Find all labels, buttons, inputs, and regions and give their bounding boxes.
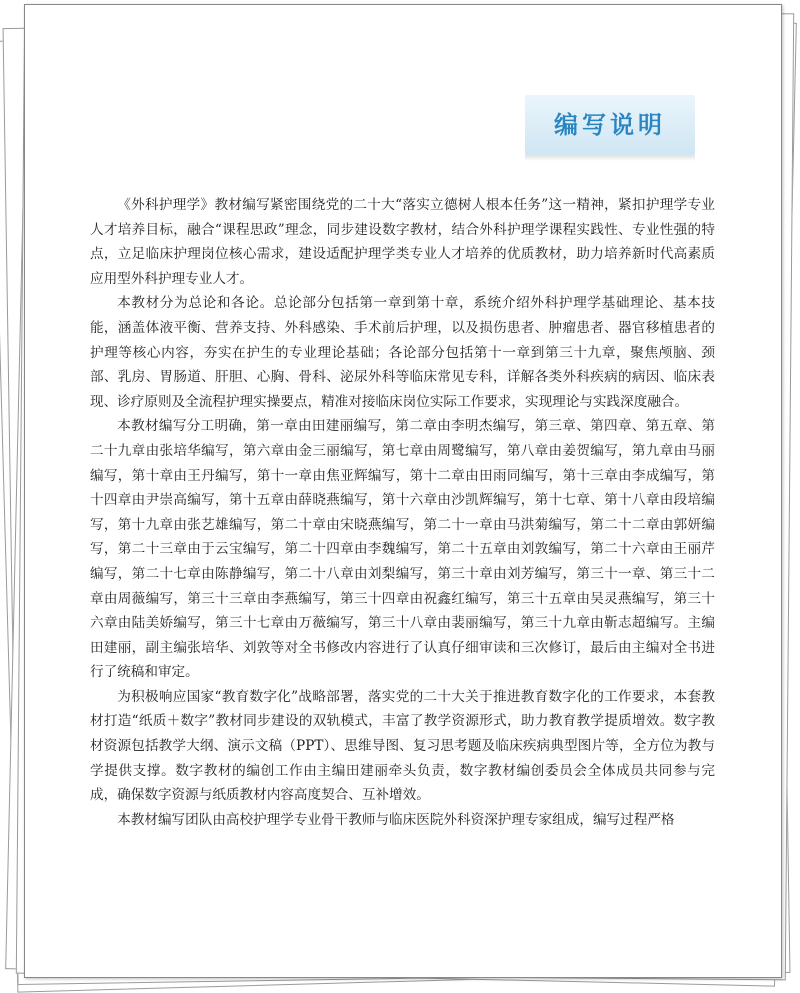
title-banner [525, 95, 695, 155]
paragraph: 为积极响应国家“教育数字化”战略部署，落实党的二十大关于推进教育数字化的工作要求，本套教材打造“纸质＋数字”教材同步建设的双轨模式，丰富了教学资源形式，助力教育教学提质增效。数字教材资源包括教学大纲、演示文稿（PPT）、思维导图、复习思考题及临床疾病典型图片等，全方位为教与学提供支撑。数字教材的编创工作由主编田建丽牵头负责，数字教材编创委员会全体成员共同参与完成，确保数字资源与纸质教材内容高度契合、互补增效。 [90, 688, 715, 804]
paragraph: 本教材编写团队由高校护理学专业骨干教师与临床医院外科资深护理专家组成，编写过程严格 [117, 811, 675, 828]
page-title: 编写说明 [554, 111, 666, 139]
paragraph: 《外科护理学》教材编写紧密围绕党的二十大“落实立德树人根本任务”这一精神，紧扣护理学专业人才培养目标，融合“课程思政”理念，同步建设数字教材，结合外科护理学课程实践性、专业性强的特点，立足临床护理岗位核心需求，建设适配护理学类专业人才培养的优质教材，助力培养新时代高素质应用型外科护理专业人才。 [90, 197, 715, 287]
document-page [24, 4, 782, 978]
paragraph: 本教材分为总论和各论。总论部分包括第一章到第十章，系统介绍外科护理学基础理论、基本技能，涵盖体液平衡、营养支持、外科感染、手术前后护理，以及损伤患者、肿瘤患者、器官移植患者的护理等核心内容，夯实在护生的专业理论基础；各论部分包括第十一章到第三十九章，聚焦颅脑、颈部、乳房、胃肠道、肝胆、心胸、骨科、泌尿外科等临床常见专科，详解各类外科疾病的病因、临床表现、诊疗原则及全流程护理实操要点，精准对接临床岗位实际工作要求，实现理论与实践深度融合。 [90, 295, 715, 410]
paragraph: 本教材编写分工明确，第一章由田建丽编写，第二章由李明杰编写，第三章、第四章、第五章、第二十九章由张培华编写，第六章由金三丽编写，第七章由周鹭编写，第八章由姜贺编写，第九章由马丽编写，第十章由王丹编写，第十一章由焦亚辉编写，第十二章由田雨同编写，第十三章由李成编写，第十四章由尹崇高编写，第十五章由薛晓燕编写，第十六章由沙凯辉编写，第十七章、第十八章由段培编写，第十九章由张艺雄编写，第二十章由宋晓燕编写，第二十一章由马洪菊编写，第二十二章由郭妍编写，第二十三章由于云宝编写，第二十四章由李魏编写，第二十五章由刘敦编写，第二十六章由王丽芹编写，第二十七章由陈静编写，第二十八章由刘梨编写，第三十章由刘芳编写，第三十一章、第三十二章由周薇编写，第三十三章由李燕编写，第三十四章由祝鑫红编写，第三十五章由吴灵燕编写，第三十六章由陆美娇编写，第三十七章由万薇编写，第三十八章由裴丽编写，第三十九章由靳志超编写。主编田建丽，副主编张培华、刘敦等对全书修改内容进行了认真仔细审读和三次修订，最后由主编对全书进行了统稿和审定。 [90, 418, 715, 681]
body-text [90, 193, 715, 832]
